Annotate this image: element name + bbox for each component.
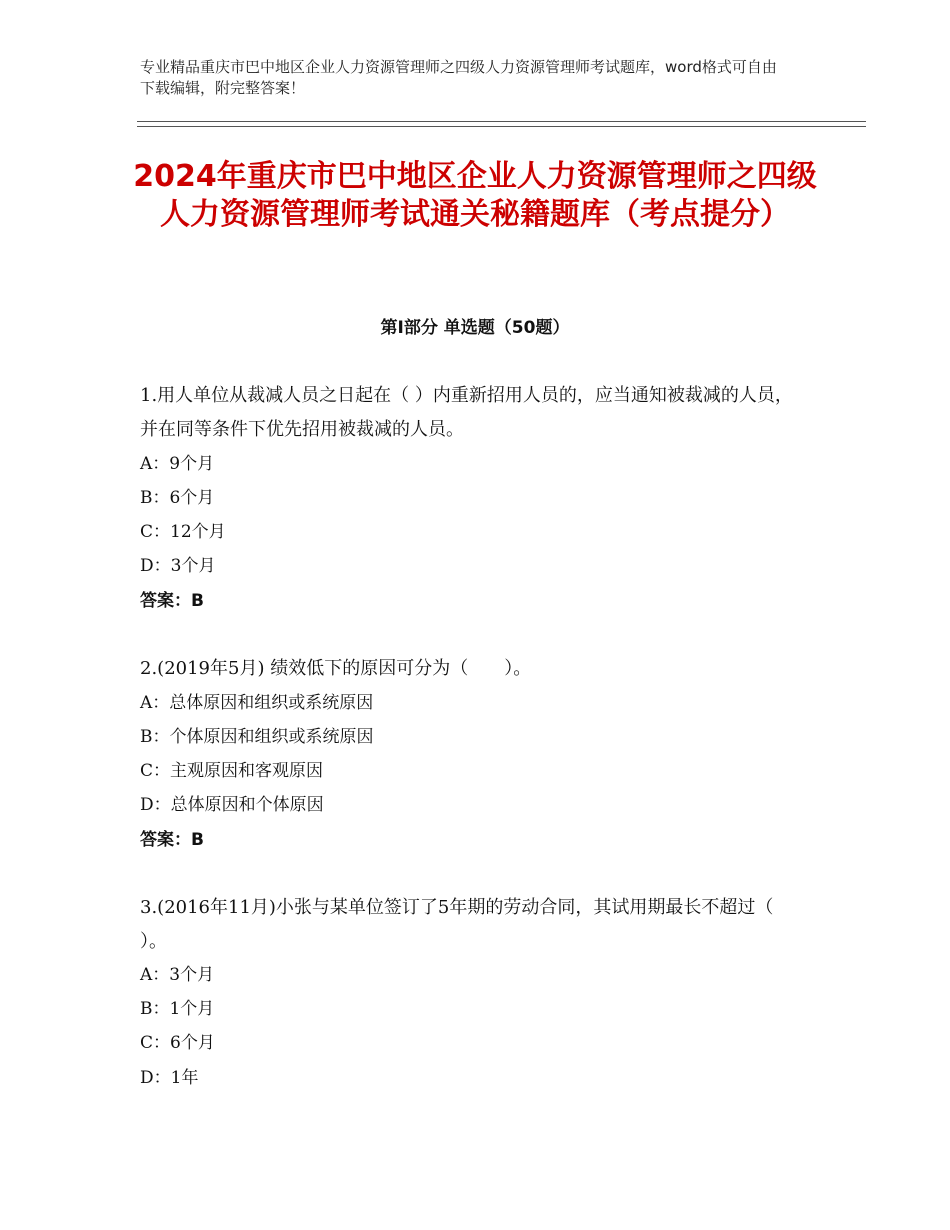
option-d: D：1年	[140, 1068, 199, 1088]
option-d: D：3个月	[140, 556, 216, 576]
option-a: A：3个月	[140, 965, 215, 985]
answer: 答案：B	[140, 830, 204, 850]
option-a: A：总体原因和组织或系统原因	[140, 693, 374, 713]
option-d: D：总体原因和个体原因	[140, 795, 324, 815]
question-stem: 3.(2016年11月)小张与某单位签订了5年期的劳动合同，其试用期最长不超过（ ）。	[140, 897, 774, 952]
document-title: 2024年重庆市巴中地区企业人力资源管理师之四级人力资源管理师考试通关秘籍题库（考点提分）	[133, 159, 817, 232]
option-b: B：1个月	[140, 999, 215, 1019]
question-stem: 2.(2019年5月) 绩效低下的原因可分为（ ）。	[140, 658, 532, 679]
option-c: C：主观原因和客观原因	[140, 761, 324, 781]
question-stem: 1.用人单位从裁减人员之日起在（ ）内重新招用人员的，应当通知被裁减的人员，并在同等条件下优先招用被裁减的人员。	[140, 385, 793, 440]
section-title: 第Ⅰ部分 单选题（50题）	[380, 318, 570, 338]
header-rule-top	[137, 121, 866, 122]
option-a: A：9个月	[140, 454, 215, 474]
answer: 答案：B	[140, 591, 204, 611]
header-rule-bottom	[137, 126, 866, 127]
option-c: C：12个月	[140, 522, 226, 542]
header-note: 专业精品重庆市巴中地区企业人力资源管理师之四级人力资源管理师考试题库，word格式可自由下载编辑，附完整答案！	[140, 58, 777, 97]
option-b: B：个体原因和组织或系统原因	[140, 727, 374, 747]
option-b: B：6个月	[140, 488, 215, 508]
option-c: C：6个月	[140, 1033, 215, 1053]
